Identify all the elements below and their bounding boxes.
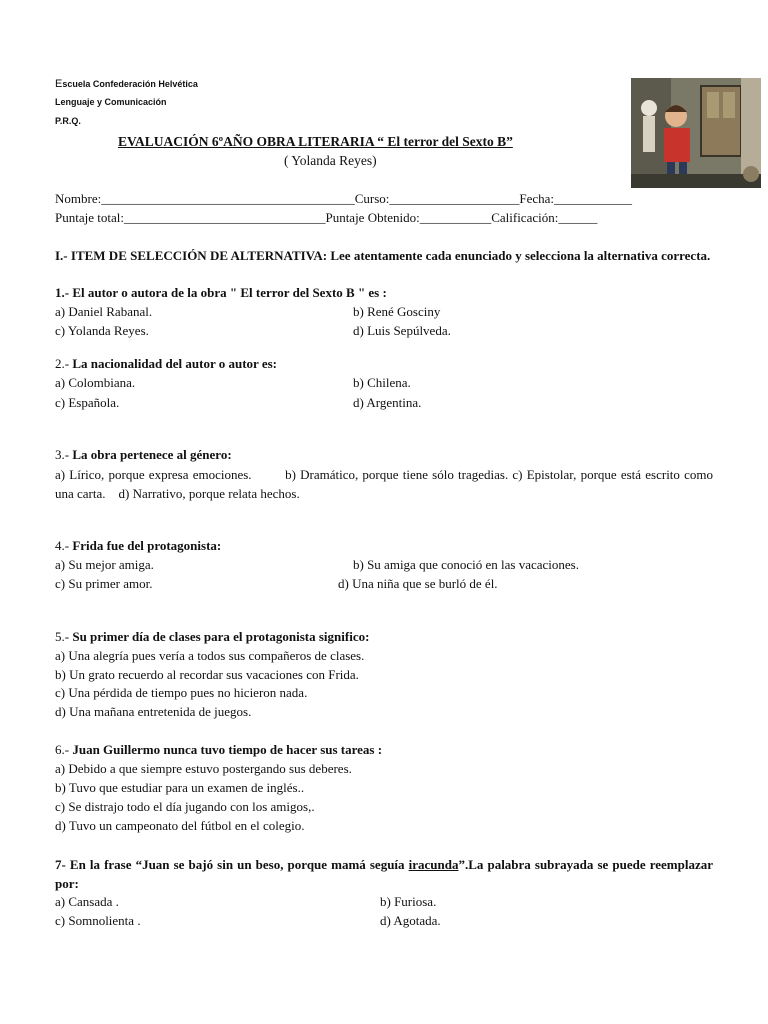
q4-option-b: b) Su amiga que conoció en las vacaciones. <box>353 557 579 572</box>
q6-option-d: d) Tuvo un campeonato del fútbol en el colegio. <box>55 818 305 833</box>
q2-option-d: d) Argentina. <box>353 395 422 410</box>
q3-options: a) Lírico, porque expresa emociones. b) Dramático, porque tiene sólo tragedias. c) Epistolar, porque está escrito como una carta. d) Narrativo, porque relata hechos. <box>55 467 717 501</box>
q4-option-c: c) Su primer amor. <box>55 576 153 591</box>
question-4: 4.- Frida fue del protagonista: <box>55 538 222 553</box>
section-heading: I.- ITEM DE SELECCIÓN DE ALTERNATIVA: Lee atentamente cada enunciado y selecciona la alternativa correcta. <box>55 248 711 263</box>
q7-option-d: d) Agotada. <box>380 913 441 928</box>
underlined-word: iracunda <box>408 857 459 872</box>
question-5: 5.- Su primer día de clases para el protagonista significo: <box>55 629 370 644</box>
q7-option-a: a) Cansada . <box>55 894 119 909</box>
school-name: Escuela Confederación Helvética <box>55 78 198 90</box>
q1-option-a: a) Daniel Rabanal. <box>55 304 153 319</box>
q7-option-c: c) Somnolienta . <box>55 913 141 928</box>
q5-option-a: a) Una alegría pues vería a todos sus compañeros de clases. <box>55 648 365 663</box>
q4-option-d: d) Una niña que se burló de él. <box>338 576 498 591</box>
question-2: 2.- La nacionalidad del autor o autor es: <box>55 356 277 371</box>
q5-option-b: b) Un grato recuerdo al recordar sus vacaciones con Frida. <box>55 667 359 682</box>
q6-option-a: a) Debido a que siempre estuvo postergando sus deberes. <box>55 761 352 776</box>
question-6: 6.- Juan Guillermo nunca tuvo tiempo de hacer sus tareas : <box>55 742 383 757</box>
q1-option-b: b) René Gosciny <box>353 304 441 319</box>
q7-option-b: b) Furiosa. <box>380 894 437 909</box>
q2-option-c: c) Española. <box>55 395 120 410</box>
q1-option-c: c) Yolanda Reyes. <box>55 323 149 338</box>
book-cover-illustration <box>631 78 761 188</box>
q5-option-c: c) Una pérdida de tiempo pues no hicieron nada. <box>55 685 308 700</box>
question-1: 1.- El autor o autora de la obra " El terror del Sexto B " es : <box>55 285 387 300</box>
q2-option-a: a) Colombiana. <box>55 375 136 390</box>
q1-option-d: d) Luis Sepúlveda. <box>353 323 451 338</box>
q6-option-c: c) Se distrajo todo el día jugando con los amigos,. <box>55 799 315 814</box>
subject-name: Lenguaje y Comunicación <box>55 97 167 107</box>
book-author: ( Yolanda Reyes) <box>284 153 377 168</box>
question-3: 3.- La obra pertenece al género: <box>55 447 232 462</box>
question-7: 7- En la frase “Juan se bajó sin un beso, porque mamá seguía iracunda”.La palabra subrayada se puede reemplazar por: <box>55 857 713 891</box>
q4-option-a: a) Su mejor amiga. <box>55 557 154 572</box>
page-title: EVALUACIÓN 6ºAÑO OBRA LITERARIA “ El terror del Sexto B” <box>118 134 513 149</box>
student-info-row: Nombre:_______________________________________Curso:____________________Fecha:____________ <box>55 191 633 206</box>
program-label: P.R.Q. <box>55 116 81 126</box>
score-info-row: Puntaje total:_______________________________Puntaje Obtenido:___________Calificación:______ <box>55 210 598 225</box>
q5-option-d: d) Una mañana entretenida de juegos. <box>55 704 252 719</box>
q6-option-b: b) Tuvo que estudiar para un examen de inglés.. <box>55 780 305 795</box>
q2-option-b: b) Chilena. <box>353 375 411 390</box>
